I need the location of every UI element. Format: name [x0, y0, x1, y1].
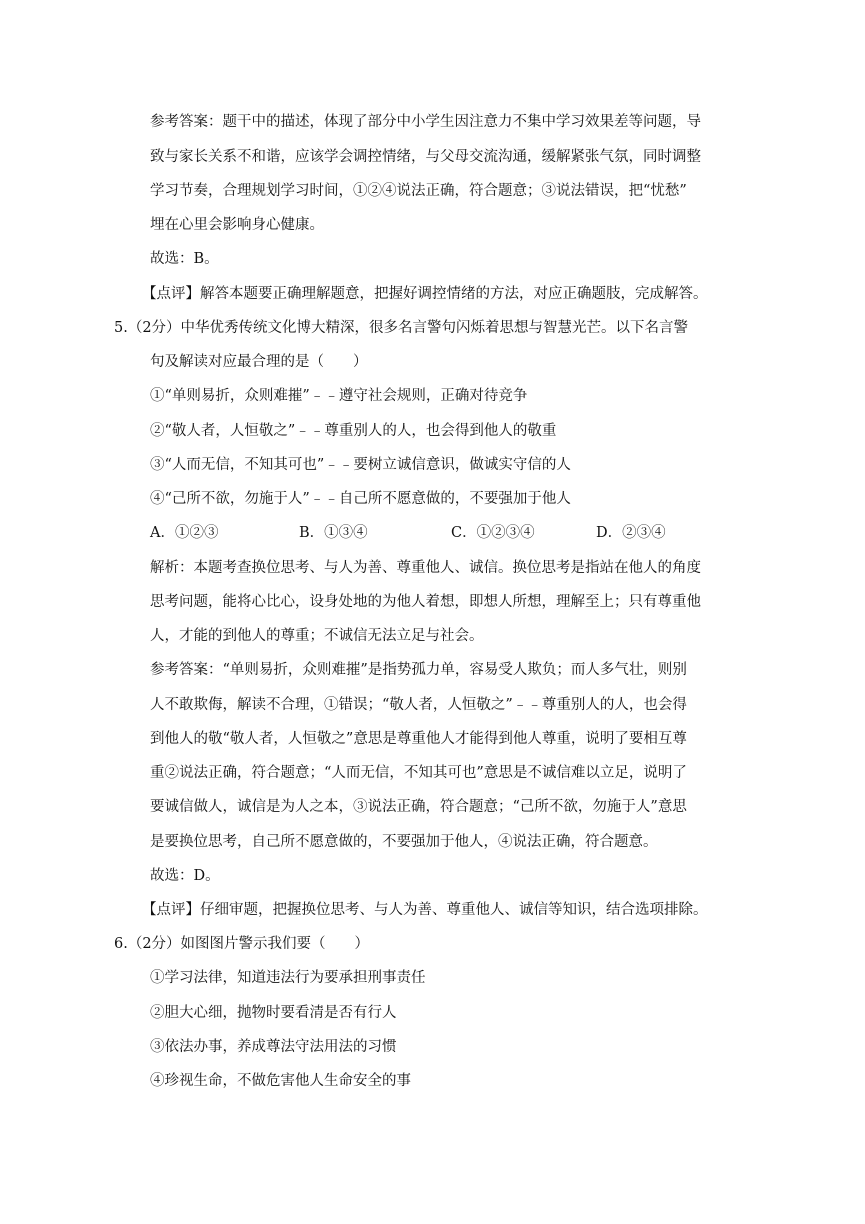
comment-line: 【点评】仔细审题，把握换位思考、与人为善、尊重他人、诚信等知识，结合选项排除。 [142, 902, 708, 918]
statement-item: ①学习法律，知道违法行为要承担刑事责任 [150, 970, 426, 986]
option-d: D．②③④ [596, 525, 666, 541]
answer-line: 参考答案：题干中的描述，体现了部分中小学生因注意力不集中学习效果差等问题，导 [150, 114, 701, 130]
statement-item: ③依法办事，养成尊法守法用法的习惯 [150, 1039, 397, 1055]
statement-item: ④珍视生命，不做危害他人生命安全的事 [150, 1073, 411, 1089]
statement-item: ②胆大心细，抛物时要看清是否有行人 [150, 1005, 397, 1021]
choice-line: 故选：B。 [150, 251, 219, 267]
answer-line: 到他人的敬“敬人者，人恒敬之”意思是尊重他人才能得到他人尊重，说明了要相互尊 [150, 731, 687, 747]
answer-line: 致与家长关系不和谐，应该学会调控情绪，与父母交流沟通，缓解紧张气氛，同时调整 [150, 149, 701, 165]
analysis-line: 人，才能的到他人的尊重；不诚信无法立足与社会。 [150, 628, 484, 644]
answer-line: 是要换位思考，自己所不愿意做的，不要强加于他人，④说法正确，符合题意。 [150, 834, 658, 850]
answer-line: 人不敢欺侮，解读不合理，①错误；“敬人者，人恒敬之”﹣﹣尊重别人的人，也会得 [150, 697, 687, 713]
question-stem: 句及解读对应最合理的是（ ） [150, 354, 368, 370]
statement-item: ③“人而无信，不知其可也”﹣﹣要树立诚信意识，做诚实守信的人 [150, 457, 571, 473]
answer-line: 埋在心里会影响身心健康。 [150, 217, 324, 233]
statement-item: ②“敬人者，人恒敬之”﹣﹣尊重别人的人，也会得到他人的敬重 [150, 423, 557, 439]
statement-item: ①“单则易折，众则难摧”﹣﹣遵守社会规则，正确对待竞争 [150, 388, 528, 404]
question-stem: 6.（2分）如图图片警示我们要（ ） [114, 936, 370, 952]
comment-line: 【点评】解答本题要正确理解题意，把握好调控情绪的方法，对应正确题肢，完成解答。 [142, 286, 708, 302]
question-stem: 5.（2分）中华优秀传统文化博大精深，很多名言警句闪烁着思想与智慧光芒。以下名言警 [114, 320, 689, 336]
answer-line: 要诚信做人，诚信是为人之本，③说法正确，符合题意；“己所不欲，勿施于人”意思 [150, 799, 687, 815]
option-b: B．①③④ [299, 525, 368, 541]
answer-line: 学习节奏，合理规划学习时间，①②④说法正确，符合题意；③说法错误，把“忧愁” [150, 183, 687, 199]
analysis-line: 思考问题，能将心比心，设身处地的为他人着想，即想人所想，理解至上；只有尊重他 [150, 594, 701, 610]
answer-line: 参考答案：“单则易折，众则难摧”是指势孤力单，容易受人欺负；而人多气壮，则别 [150, 662, 687, 678]
option-a: A．①②③ [150, 525, 219, 541]
analysis-line: 解析：本题考查换位思考、与人为善、尊重他人、诚信。换位思考是指站在他人的角度 [150, 560, 701, 576]
answer-line: 重②说法正确，符合题意；“人而无信，不知其可也”意思是不诚信难以立足，说明了 [150, 765, 687, 781]
option-c: C．①②③④ [451, 525, 535, 541]
choice-line: 故选：D。 [150, 868, 220, 884]
statement-item: ④“己所不欲，勿施于人”﹣﹣自己所不愿意做的，不要强加于他人 [150, 491, 571, 507]
